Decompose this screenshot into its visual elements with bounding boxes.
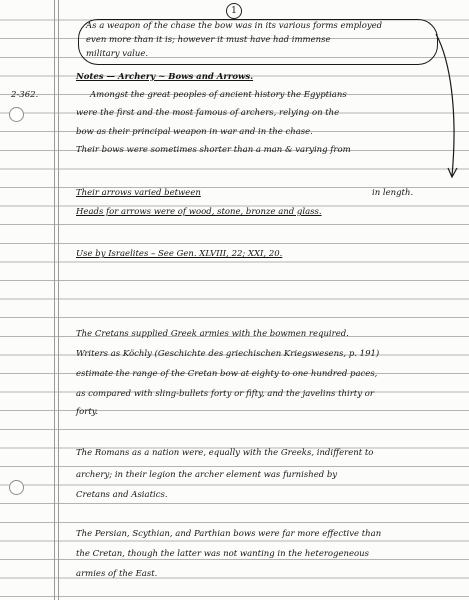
punch-hole-bottom	[9, 480, 24, 495]
para-5-line-3: Cretans and Asiatics.	[76, 490, 168, 500]
para-3-line-1: Use by Israelites – See Gen. XLVIII, 22; XXI, 20.	[76, 249, 283, 259]
margin-arrow-icon	[424, 30, 460, 180]
para-4-line-1: The Cretans supplied Greek armies with the bowmen required.	[76, 329, 349, 339]
para-2-line-2: Heads for arrows were of wood, stone, bronze and glass.	[76, 207, 322, 217]
margin-note-reference: 2-362.	[11, 90, 39, 100]
para-4-line-5: forty.	[76, 407, 99, 417]
margin-rule	[54, 0, 55, 600]
para-1-line-4: Their bows were sometimes shorter than a man & varying from	[76, 145, 351, 155]
para-2-line-1: Their arrows varied between	[76, 188, 201, 198]
para-4-line-4: as compared with sling-bullets forty or fifty, and the javelins thirty or	[76, 389, 374, 399]
para-1-line-2: were the first and the most famous of archers, relying on the	[76, 108, 340, 118]
section-heading: Notes — Archery ~ Bows and Arrows.	[76, 72, 254, 82]
para-4-line-3: estimate the range of the Cretan bow at eighty to one hundred paces,	[76, 369, 378, 379]
boxed-note-line-1: As a weapon of the chase the bow was in its various forms employed	[86, 21, 383, 31]
boxed-note-line-2: even more than it is; however it must have had immense	[86, 35, 331, 45]
para-2-trailing-text: in length.	[372, 188, 414, 198]
punch-hole-top	[9, 107, 24, 122]
para-5-line-1: The Romans as a nation were, equally with the Greeks, indifferent to	[76, 448, 374, 458]
para-6-line-1: The Persian, Scythian, and Parthian bows were far more effective than	[76, 529, 382, 539]
para-6-line-3: armies of the East.	[76, 569, 158, 579]
para-6-line-2: the Cretan, though the latter was not wanting in the heterogeneous	[76, 549, 369, 559]
boxed-note-line-3: military value.	[86, 49, 149, 59]
page-number: 1	[226, 3, 242, 19]
para-5-line-2: archery; in their legion the archer element was furnished by	[76, 470, 338, 480]
para-1-line-1: Amongst the great peoples of ancient history the Egyptians	[90, 90, 347, 100]
para-1-line-3: bow as their principal weapon in war and in the chase.	[76, 127, 313, 137]
margin-rule-inner	[58, 0, 59, 600]
para-4-line-2: Writers as Köchly (Geschichte des griechischen Kriegswesens, p. 191)	[76, 349, 380, 359]
